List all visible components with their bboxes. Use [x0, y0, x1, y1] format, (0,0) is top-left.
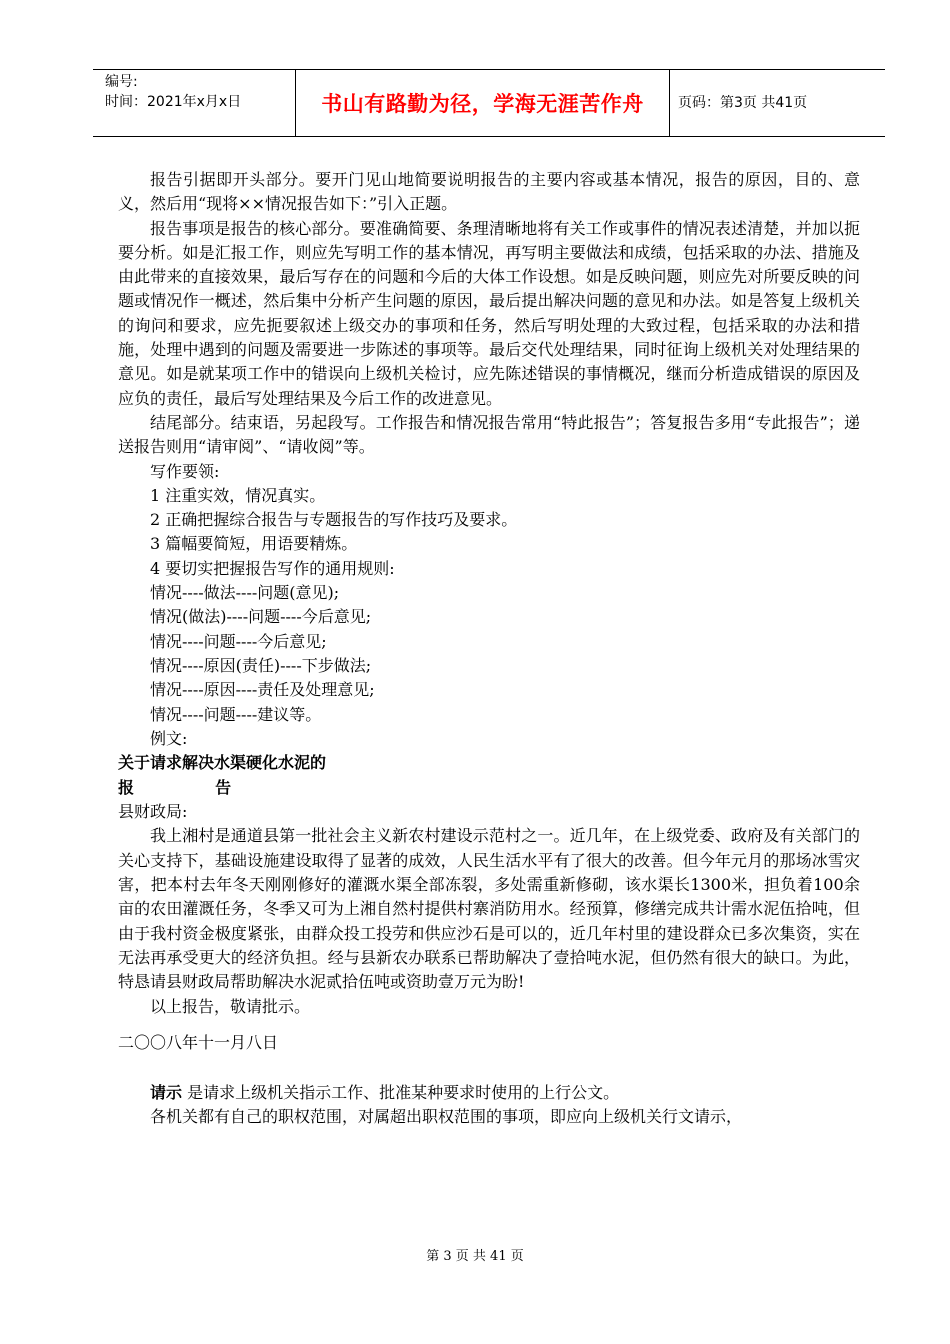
writing-points-label: 写作要领:	[150, 461, 220, 481]
example-title-char-1: 报	[118, 777, 135, 797]
paragraph-main: 报告事项是报告的核心部分。要准确简要、条理清晰地将有关工作或事件的情况表述清楚，并加以扼要分析。如是汇报工作，则应先写明工作的基本情况，再写明主要做法和成绩，包括采取的办法、措施及由此带来的直接效果，最后写存在的问题和今后的大体工作设想。如是反映问题，则应先对所要反映的问题或情况作一概述，然后集中分析产生问题的原因，最后提出解决问题的意见和办法。如是答复上级机关的询问和要求，应先扼要叙述上级交办的事项和任务，然后写明处理的大致过程，包括采取的办法和措施，处理中遇到的问题及需要进一步陈述的事项等。最后交代处理结果，同时征询上级机关对处理结果的意见。如是就某项工作中的错误向上级机关检讨，应先陈述错误的事情概况，继而分析造成错误的原因及应负的责任，最后写处理结果及今后工作的改进意见。	[118, 218, 860, 408]
page-header	[93, 69, 885, 137]
header-number-label: 编号:	[105, 74, 138, 90]
list-item: 4 要切实把握报告写作的通用规则:	[150, 558, 395, 578]
last-paragraph: 各机关都有自己的职权范围，对属超出职权范围的事项，即应向上级机关行文请示，	[150, 1107, 743, 1127]
example-title: 关于请求解决水渠硬化水泥的	[118, 753, 327, 773]
header-left-cell	[93, 70, 295, 136]
closing-line: 以上报告，敬请批示。	[150, 996, 311, 1016]
header-page-cell	[670, 70, 885, 136]
header-motto: 书山有路勤为径，学海无涯苦作舟	[321, 92, 644, 116]
header-page-label: 页码：第3页 共41页	[678, 95, 808, 111]
paragraph-opening: 报告引据即开头部分。要开门见山地简要说明报告的主要内容或基本情况，报告的原因，目的、意义，然后用“现将××情况报告如下：”引入正题。	[118, 170, 860, 214]
qingshi-term: 请示	[150, 1083, 183, 1103]
example-body: 我上湘村是通道县第一批社会主义新农村建设示范村之一。近几年，在上级党委、政府及有关部门的关心支持下，基础设施建设取得了显著的成效，人民生活水平有了很大的改善。但今年元月的那场冰雪灾害，把本村去年冬天刚刚修好的灌溉水渠全部冻裂，多处需重新修砌，该水渠长1300米，担负着100余亩的农田灌溉任务，冬季又可为上湘自然村提供村寨消防用水。经预算，修缮完成共计需水泥伍拾吨，但由于我村资金极度紧张，由群众投工投劳和供应沙石是可以的，近几年村里的建设群众已多次集资，实在无法再承受更大的经济负担。经与县新农办联系已帮助解决了壹拾吨水泥，但仍然有很大的缺口。为此，特恳请县财政局帮助解决水泥贰拾伍吨或资助壹万元为盼!	[118, 826, 860, 992]
addressee: 县财政局:	[118, 802, 188, 822]
header-time-label: 时间：2021年x月x日	[105, 94, 242, 110]
page-footer: 第 3 页 共 41 页	[426, 1249, 524, 1264]
rule-item: 情况----原因(责任)----下步做法;	[150, 655, 372, 675]
example-label: 例文:	[150, 728, 188, 748]
rule-item: 情况(做法)----问题----今后意见;	[150, 607, 372, 627]
rule-item: 情况----原因----责任及处理意见;	[150, 680, 375, 700]
example-title-line2	[118, 776, 860, 801]
example-title-char-2: 告	[215, 777, 232, 797]
list-item: 3 篇幅要简短，用语要精炼。	[150, 534, 358, 554]
document-body	[118, 168, 860, 1130]
document-date: 二〇〇八年十一月八日	[118, 1032, 279, 1052]
rule-item: 情况----问题----今后意见;	[150, 631, 327, 651]
paragraph-ending: 结尾部分。结束语，另起段写。工作报告和情况报告常用“特此报告”；答复报告多用“专此报告”；递送报告则用“请审阅”、“请收阅”等。	[118, 412, 860, 457]
header-motto-cell	[295, 70, 670, 136]
qingshi-definition-text: 是请求上级机关指示工作、批准某种要求时使用的上行公文。	[182, 1083, 620, 1103]
list-item: 2 正确把握综合报告与专题报告的写作技巧及要求。	[150, 510, 518, 530]
rule-item: 情况----问题----建议等。	[150, 704, 322, 724]
list-item: 1 注重实效，情况真实。	[150, 485, 326, 505]
qingshi-definition	[118, 1081, 860, 1105]
rule-item: 情况----做法----问题(意见);	[150, 583, 340, 603]
